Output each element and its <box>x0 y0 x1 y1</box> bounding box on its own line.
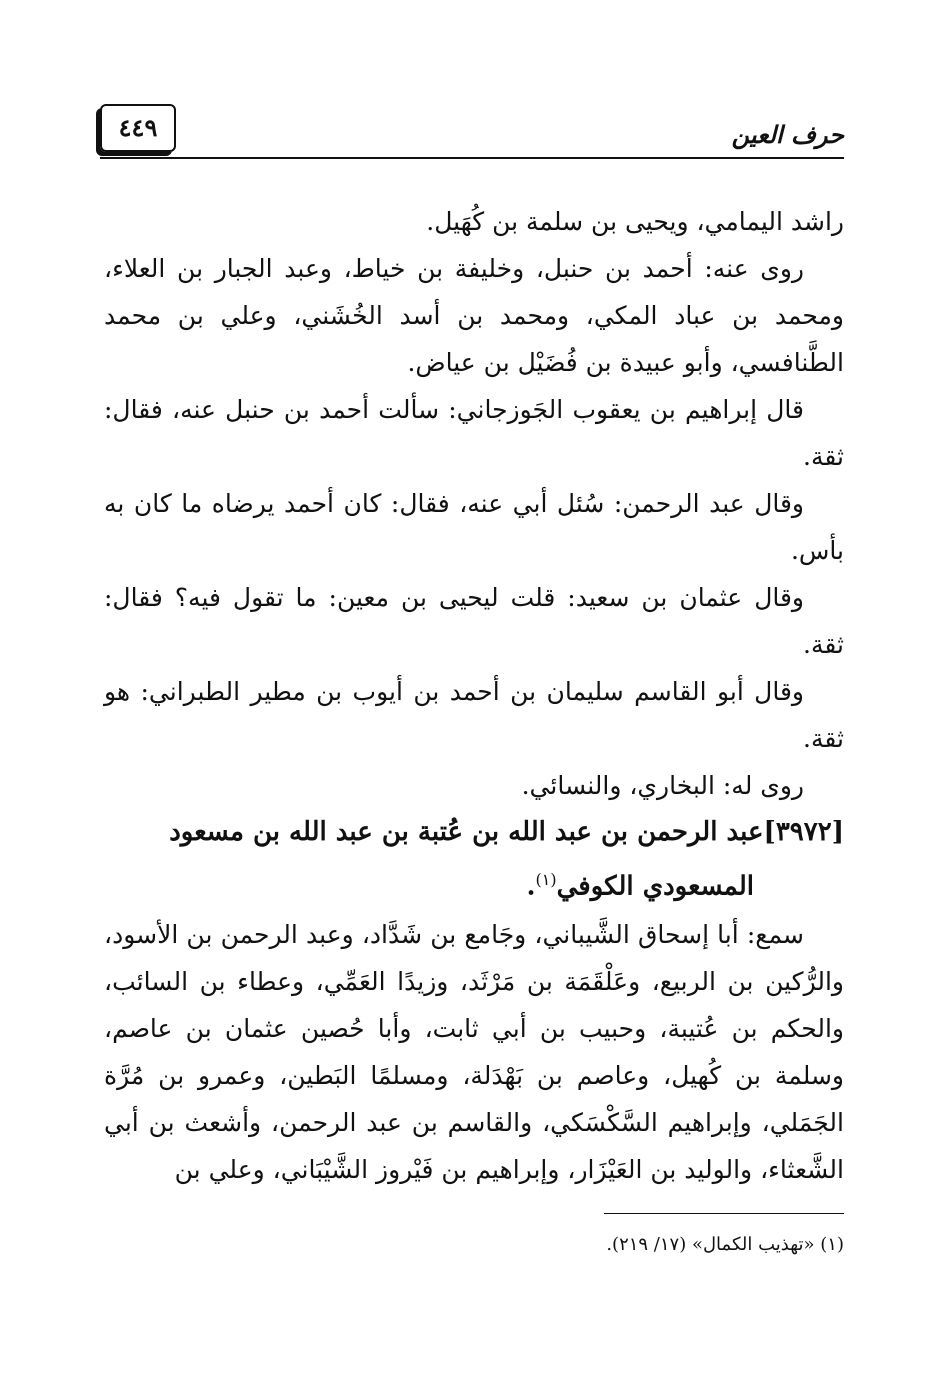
page-header <box>100 100 844 158</box>
footnote-marker[interactable]: (١) <box>535 870 557 889</box>
entry-end: . <box>526 871 536 902</box>
entry-number: [٣٩٧٢] <box>763 817 844 847</box>
entry-heading <box>104 809 844 911</box>
paragraph: وقال عبد الرحمن: سُئل أبي عنه، فقال: كان أحمد يرضاه ما كان به بأس. <box>104 489 844 565</box>
entry-title-cont-text: المسعودي الكوفي <box>556 871 754 902</box>
entry-title: عبد الرحمن بن عبد الله بن عُتبة بن عبد الله بن مسعود <box>169 817 764 847</box>
footnote-rule <box>604 1213 844 1214</box>
paragraph: روى له: البخاري، والنسائي. <box>521 771 804 800</box>
paragraph: سمع: أبا إسحاق الشَّيباني، وجَامع بن شَدَّاد، وعبد الرحمن بن الأسود، والرُّكين بن الربيع، وعَلْقَمَة بن مَرْثَد، وزيدًا العَمِّي، وعطاء بن السائب، والحكم بن عُتيبة، وحبيب بن أبي ثابت، وأبا حُصين عثمان بن عاصم، وسلمة بن كُهيل، وعاصم بن بَهْدَلة، ومسلمًا البَطين، وعمرو بن مُرَّة الجَمَلي، وإبراهيم السَّكْسَكي، والقاسم بن عبد الرحمن، وأشعث بن أبي الشَّعثاء، والوليد بن العَيْزَار، وإبراهيم بن فَيْروز الشَّيْبَاني، وعلي بن <box>104 919 844 1184</box>
paragraph: وقال عثمان بن سعيد: قلت ليحيى بن معين: ما تقول فيه؟ فقال: ثقة. <box>104 583 844 659</box>
paragraph: روى عنه: أحمد بن حنبل، وخليفة بن خياط، وعبد الجبار بن العلاء، ومحمد بن عباد المكي، ومحمد بن أسد الخُشَني، وعلي بن محمد الطَّنافسي، وأبو عبيدة بن فُضَيْل بن عياض. <box>104 254 844 377</box>
paragraph: راشد اليمامي، ويحيى بن سلمة بن كُهَيل. <box>426 207 844 236</box>
main-text <box>104 198 844 1193</box>
paragraph: قال إبراهيم بن يعقوب الجَوزجاني: سألت أحمد بن حنبل عنه، فقال: ثقة. <box>104 395 844 471</box>
page-number: ٤٤٩ <box>100 104 176 152</box>
header-rule <box>100 157 844 159</box>
running-title: حرف العين <box>731 120 844 149</box>
entry-title-continued <box>104 856 844 911</box>
paragraph: وقال أبو القاسم سليمان بن أحمد بن أيوب بن مطير الطبراني: هو ثقة. <box>104 677 844 753</box>
footnote: (١) «تهذيب الكمال» (١٧/ ٢١٩). <box>606 1234 844 1255</box>
